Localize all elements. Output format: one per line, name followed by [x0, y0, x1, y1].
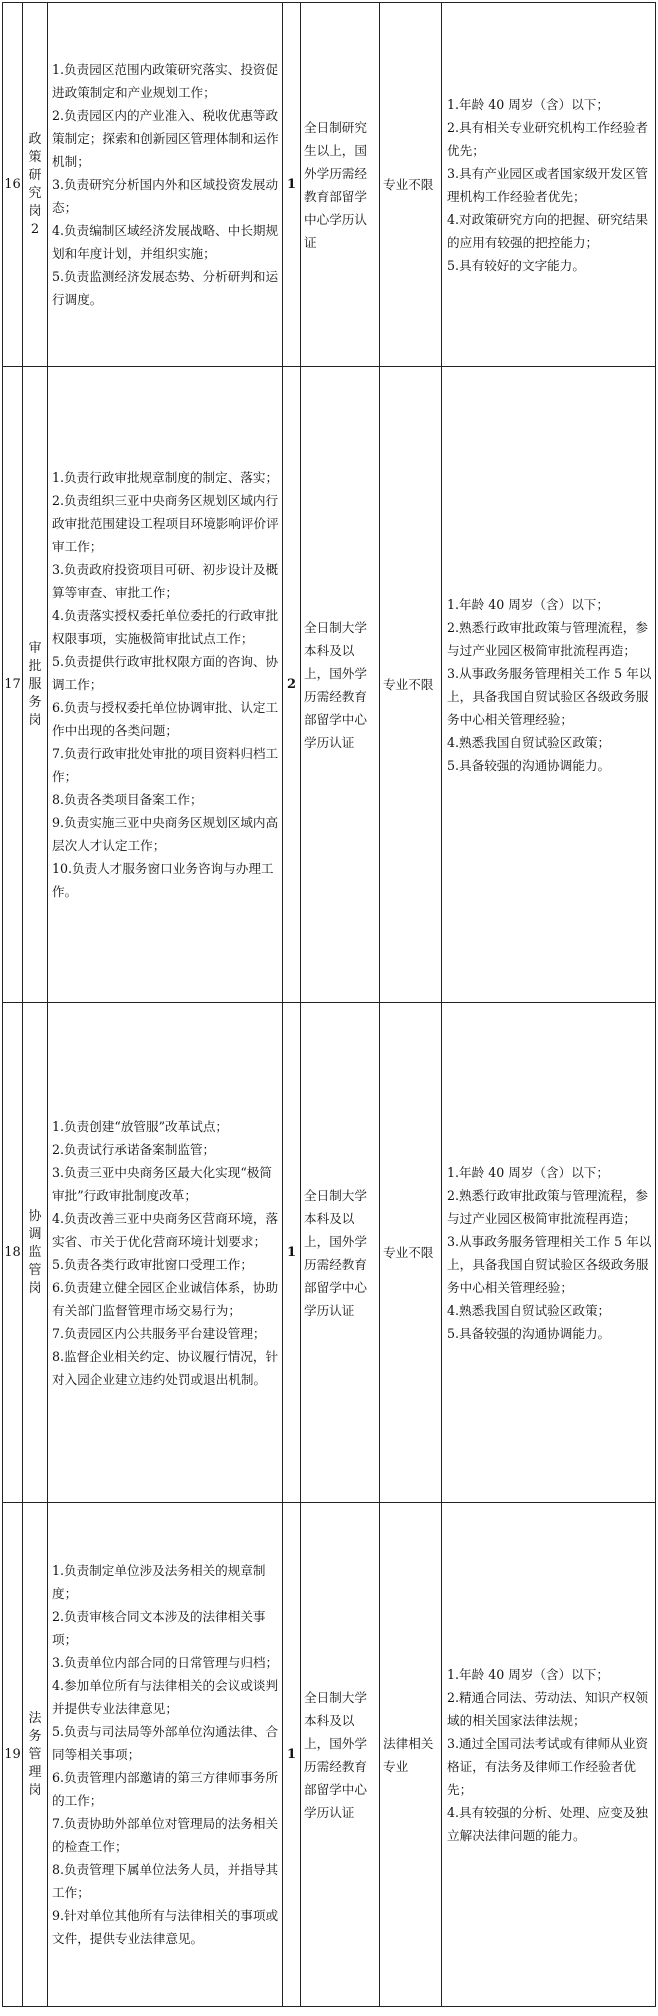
requirement-item: 4.对政策研究方向的把握、研究结果的应用有较强的把控能力；: [447, 211, 648, 250]
education-requirement: 全日制大学本科及以上，国外学历需经教育部留学中心学历认证: [301, 367, 380, 1003]
row-number: 18: [3, 1003, 23, 1503]
requirement-item: 3.从事政务服务管理相关工作 5 年以上，具备我国自贸试验区各级政务服务中心相关管理经验；: [447, 665, 652, 727]
duty-item: 4.负责改善三亚中央商务区营商环境，落实省、市关于优化营商环境计划要求；: [52, 1210, 279, 1249]
table-row: [3, 1503, 656, 2007]
requirement-item: 3.从事政务服务管理相关工作 5 年以上，具备我国自贸试验区各级政务服务中心相关管理经验；: [447, 1233, 652, 1295]
duty-item: 3.负责研究分析国内外和区域投资发展动态；: [52, 177, 279, 215]
requirement-item: 3.通过全国司法考试或有律师从业资格证，有法务及律师工作经验者优先；: [447, 1735, 648, 1797]
duty-item: 9.负责实施三亚中央商务区规划区域内高层次人才认定工作；: [52, 815, 279, 853]
requirements-cell: [442, 3, 656, 367]
requirement-item: 3.具有产业园区或者国家级开发区管理机构工作经验者优先；: [447, 165, 648, 204]
requirement-item: 5.具有较好的文字能力。: [447, 257, 585, 273]
duties-cell: [48, 367, 283, 1003]
table-row: [3, 3, 656, 367]
requirement-item: 5.具备较强的沟通协调能力。: [447, 757, 611, 773]
row-number: 17: [3, 367, 23, 1003]
table-row: [3, 1003, 656, 1503]
requirement-item: 4.熟悉我国自贸试验区政策；: [447, 1302, 611, 1318]
headcount: 1: [283, 3, 301, 367]
major-requirement: 专业不限: [380, 1003, 442, 1503]
row-number: 19: [3, 1503, 23, 2007]
duty-item: 9.针对单位其他所有与法律相关的事项或文件，提供专业法律意见。: [52, 1908, 279, 1946]
duty-item: 5.负责监测经济发展态势、分析研判和运行调度。: [52, 269, 279, 307]
requirement-item: 2.熟悉行政审批政策与管理流程，参与过产业园区极简审批流程再造；: [447, 1187, 648, 1226]
education-requirement: 全日制研究生以上，国外学历需经教育部留学中心学历认证: [301, 3, 380, 367]
requirement-item: 1.年龄 40 周岁（含）以下；: [447, 96, 609, 112]
duty-item: 1.负责创建“放管服”改革试点；: [52, 1118, 229, 1134]
duty-item: 3.负责单位内部合同的日常管理与归档；: [52, 1655, 279, 1670]
education-requirement: 全日制大学本科及以上，国外学历需经教育部留学中心学历认证: [301, 1503, 380, 2007]
requirement-item: 4.熟悉我国自贸试验区政策；: [447, 734, 611, 750]
duty-item: 4.负责落实授权委托单位委托的行政审批权限事项，实施极简审批试点工作；: [52, 608, 279, 646]
requirement-item: 1.年龄 40 周岁（含）以下；: [447, 1666, 609, 1682]
headcount: 1: [283, 1503, 301, 2007]
education-requirement: 全日制大学本科及以上，国外学历需经教育部留学中心学历认证: [301, 1003, 380, 1503]
duty-item: 7.负责协助外部单位对管理局的法务相关的检查工作；: [52, 1816, 279, 1854]
headcount: 1: [283, 1003, 301, 1503]
requirement-item: 2.熟悉行政审批政策与管理流程，参与过产业园区极简审批流程再造；: [447, 619, 648, 658]
duty-item: 5.负责各类行政审批窗口受理工作；: [52, 1256, 253, 1272]
major-requirement: 专业不限: [380, 3, 442, 367]
duties-cell: [48, 1003, 283, 1503]
requirements-cell: [442, 1003, 656, 1503]
requirements-cell: [442, 367, 656, 1003]
duty-item: 7.负责行政审批处审批的项目资料归档工作；: [52, 746, 279, 784]
major-requirement: 法律相关专业: [380, 1503, 442, 2007]
position-name: 协 调 监 管 岗: [23, 1003, 48, 1503]
job-table: [2, 2, 656, 2007]
duty-item: 6.负责与授权委托单位协调审批、认定工作中出现的各类问题；: [52, 700, 279, 738]
duty-item: 3.负责政府投资项目可研、初步设计及概算等审查、审批工作；: [52, 562, 279, 600]
duty-item: 4.负责编制区域经济发展战略、中长期规划和年度计划，并组织实施；: [52, 223, 279, 261]
duty-item: 4.参加单位所有与法律相关的会议或谈判并提供专业法律意见；: [52, 1678, 279, 1716]
duty-item: 2.负责审核合同文本涉及的法律相关事项；: [52, 1609, 266, 1647]
duty-item: 2.负责组织三亚中央商务区规划区域内行政审批范围建设工程项目环境影响评价评审工作；: [52, 493, 279, 554]
duties-cell: [48, 1503, 283, 2007]
duty-item: 8.负责管理下属单位法务人员，并指导其工作；: [52, 1862, 279, 1900]
table-row: [3, 367, 656, 1003]
duty-item: 1.负责行政审批规章制度的制定、落实；: [52, 470, 279, 485]
requirement-item: 1.年龄 40 周岁（含）以下；: [447, 1164, 609, 1180]
duty-item: 7.负责园区内公共服务平台建设管理；: [52, 1325, 266, 1341]
requirement-item: 1.年龄 40 周岁（含）以下；: [447, 596, 609, 612]
duty-item: 2.负责园区内的产业准入、税收优惠等政策制定；探索和创新园区管理体制和运作机制；: [52, 108, 279, 169]
duty-item: 1.负责制定单位涉及法务相关的规章制度；: [52, 1563, 266, 1601]
duty-item: 10.负责人才服务窗口业务咨询与办理工作。: [52, 861, 274, 899]
duties-cell: [48, 3, 283, 367]
position-name: 审 批 服 务 岗: [23, 367, 48, 1003]
duty-item: 1.负责园区范围内政策研究落实、投资促进政策制定和产业规划工作；: [52, 62, 279, 100]
requirement-item: 2.具有相关专业研究机构工作经验者优先；: [447, 119, 648, 158]
requirement-item: 4.具有较强的分析、处理、应变及独立解决法律问题的能力。: [447, 1804, 648, 1843]
duty-item: 3.负责三亚中央商务区最大化实现“极简审批”行政审批制度改革；: [52, 1164, 272, 1203]
requirement-item: 2.精通合同法、劳动法、知识产权领域的相关国家法律法规；: [447, 1689, 648, 1728]
major-requirement: 专业不限: [380, 367, 442, 1003]
headcount: 2: [283, 367, 301, 1003]
requirement-item: 5.具备较强的沟通协调能力。: [447, 1325, 611, 1341]
duty-item: 8.监督企业相关约定、协议履行情况，针对入园企业建立违约处罚或退出机制。: [52, 1348, 279, 1387]
position-name: 政 策 研 究 岗 2: [23, 3, 48, 367]
duty-item: 5.负责与司法局等外部单位沟通法律、合同等相关事项；: [52, 1724, 279, 1762]
duty-item: 6.负责管理内部邀请的第三方律师事务所的工作；: [52, 1770, 279, 1808]
duty-item: 6.负责建立健全园区企业诚信体系，协助有关部门监督管理市场交易行为；: [52, 1279, 279, 1318]
duty-item: 8.负责各类项目备案工作；: [52, 792, 203, 807]
duty-item: 5.负责提供行政审批权限方面的咨询、协调工作；: [52, 654, 279, 692]
requirements-cell: [442, 1503, 656, 2007]
row-number: 16: [3, 3, 23, 367]
duty-item: 2.负责试行承诺备案制监管；: [52, 1141, 216, 1157]
position-name: 法 务 管 理 岗: [23, 1503, 48, 2007]
